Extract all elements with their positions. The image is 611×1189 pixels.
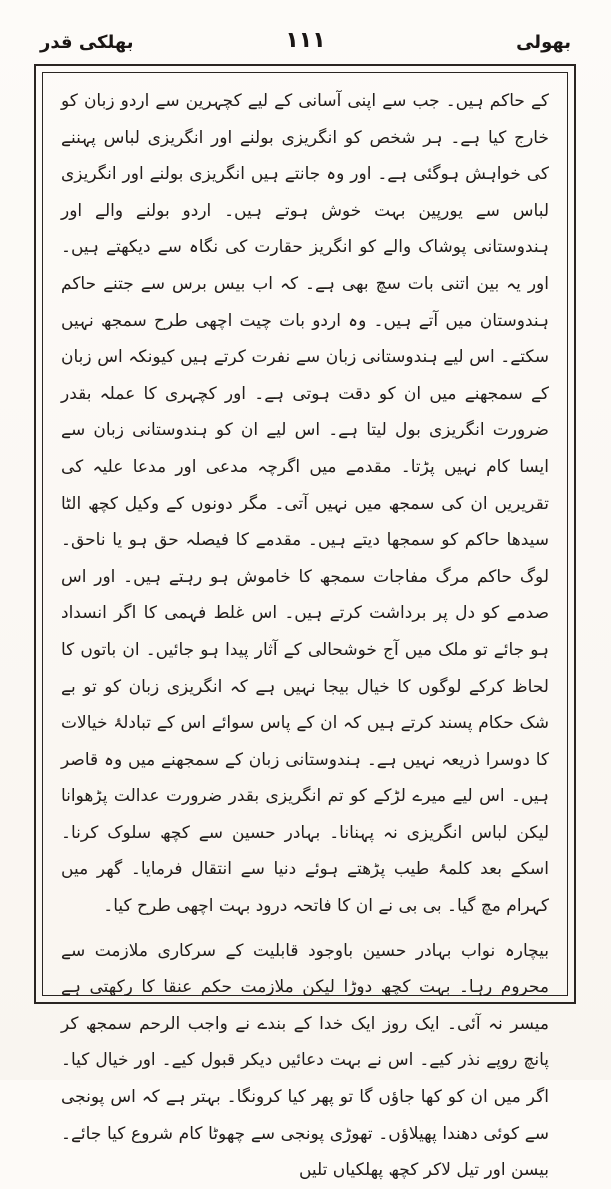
paragraph: بیچارہ نواب بہادر حسین باوجود قابلیت کے سرکاری ملازمت سے محروم رہا۔ بہت کچھ دوڑا لیکن ملازمت حکم عنقا کا رکھتی ہے میسر نہ آئی۔ ایک روز ایک خدا کے بندے نے واجب الرحم سمجھ کر پانچ روپے نذر کیے۔ اس نے بہت دعائیں دیکر قبول کیے۔ اور خیال کیا۔ اگر میں ان کو کھا جاؤں گا تو پھر کیا کرونگا۔ بہتر ہے کہ اس پونجی سے کوئی دھندا پھیلاؤں۔ تھوڑی پونجی سے چھوٹا کام شروع کیا جائے۔ بیسن اور تیل لاکر کچھ پھلکیاں تلیں [61, 940, 549, 1181]
book-title: بھولی [516, 32, 571, 53]
page-border-inner [42, 72, 568, 1181]
paragraph: کے حاکم ہیں۔ جب سے اپنی آسانی کے لیے کچہرین سے اردو زبان کو خارج کیا ہے۔ ہر شخص کو انگریزی بولنے اور انگریزی لباس پہننے کی خواہش ہوگئی ہے۔ اور وہ جانتے ہیں انگریزی بولنے اور انگریزی لباس سے یورپین بہت خوش ہوتے ہیں۔ اردو بولنے والے اور ہندوستانی پوشاک والے کو انگریز حقارت کی نگاہ سے دیکھتے ہیں۔ اور یہ بین اتنی بات سچ بھی ہے۔ کہ اب بیس برس سے جتنے حاکم ہندوستان میں آتے ہیں۔ وہ اردو بات چیت اچھی طرح سمجھ نہیں سکتے۔ اس لیے ہندوستانی زبان سے نفرت کرتے ہیں کیونکہ اس زبان کے سمجھنے میں ان کو دقت ہوتی ہے۔ اور کچہری کا عملہ بقدر ضرورت انگریزی بول لیتا ہے۔ اس لیے ان کو ہندوستانی زبان سے ایسا کام نہیں پڑتا۔ مقدمے میں اگرچہ مدعی اور مدعا علیہ کی تقریریں ان کی سمجھ میں نہیں آتی۔ مگر دونوں کے وکیل کچھ الٹا سیدھا حاکم کو سمجھا دیتے ہیں۔ مقدمے کا فیصلہ حق ہو یا ناحق۔ لوگ حاکم مرگ مفاجات سمجھ کا خاموش ہو رہتے ہیں۔ اور اس صدمے کو دل پر برداشت کرتے ہیں۔ اس غلط فہمی کا اگر انسداد ہو جائے تو ملک میں آج خوشحالی کے آثار پیدا ہو جائیں۔ ان باتوں کا لحاظ کرکے لوگوں کا خیال بیجا نہیں ہے کہ انگریزی زبان کو تو بے شک حکام پسند کرتے ہیں کہ ان کے پاس سوائے اس کے تبادلۂ خیالات کا دوسرا ذریعہ نہیں ہے۔ ہندوستانی زبان کے سمجھنے میں وہ قاصر ہیں۔ اس لیے میرے لڑکے کو تم انگریزی بقدر ضرورت عدالت پڑھوانا لیکن لباس انگریزی نہ پہنانا۔ بہادر حسین سے کچھ سلوک کرنا۔ اسکے بعد کلمۂ طیب پڑھتے ہوئے دنیا سے انتقال فرمایا۔ گھر میں کہرام مچ گیا۔ بی بی نے ان کا فاتحہ درود بہت اچھی طرح کیا۔ [61, 91, 549, 917]
main-text [61, 83, 549, 1189]
page-border-outer [34, 64, 576, 1181]
chapter-title: بھلکی قدر [40, 32, 134, 53]
page-number: ۱۱۱ [285, 28, 326, 53]
running-head [40, 28, 571, 60]
